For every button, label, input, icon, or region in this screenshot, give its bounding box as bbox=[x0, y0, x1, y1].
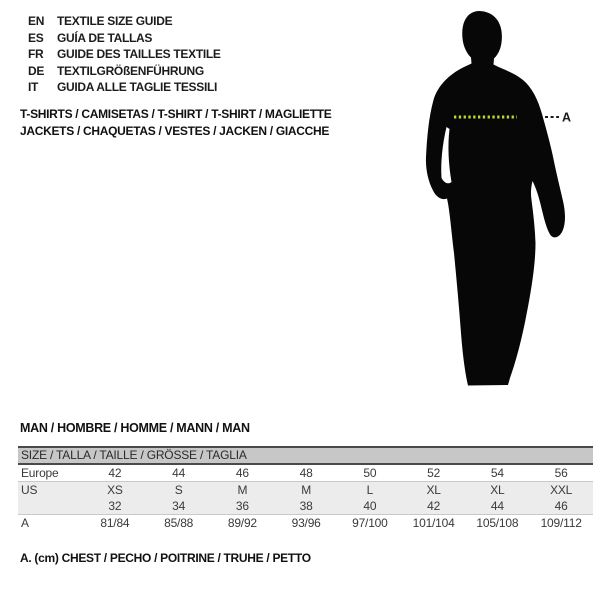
row-label: US bbox=[21, 483, 38, 497]
size-value: 38 bbox=[299, 499, 313, 513]
lang-label: TEXTILE SIZE GUIDE bbox=[57, 14, 173, 28]
size-value: 105/108 bbox=[476, 516, 519, 530]
size-value: 85/88 bbox=[164, 516, 194, 530]
size-value: 50 bbox=[363, 466, 377, 480]
size-value: 81/84 bbox=[100, 516, 130, 530]
size-value: 89/92 bbox=[227, 516, 257, 530]
size-value: XL bbox=[490, 483, 505, 497]
table-row-chest-a bbox=[18, 515, 593, 531]
size-value: 48 bbox=[299, 466, 313, 480]
size-value: L bbox=[366, 483, 374, 497]
lang-code: IT bbox=[28, 80, 39, 95]
table-shaded-band bbox=[18, 482, 593, 514]
size-value: 32 bbox=[108, 499, 122, 513]
row-label: A bbox=[21, 516, 29, 530]
size-value: 44 bbox=[490, 499, 504, 513]
size-value: 36 bbox=[235, 499, 249, 513]
size-value: 44 bbox=[172, 466, 186, 480]
size-value: 109/112 bbox=[540, 516, 582, 530]
size-value: 40 bbox=[363, 499, 377, 513]
size-value: 97/100 bbox=[352, 516, 388, 530]
size-value: 56 bbox=[554, 466, 568, 480]
size-value: M bbox=[237, 483, 248, 497]
size-value: 42 bbox=[427, 499, 441, 513]
size-value: S bbox=[174, 483, 183, 497]
man-silhouette bbox=[426, 11, 565, 386]
table-row-us bbox=[18, 482, 593, 498]
lang-code: FR bbox=[28, 47, 44, 62]
product-line-jackets: JACKETS / CHAQUETAS / VESTES / JACKEN / GIACCHE bbox=[20, 124, 330, 138]
size-value: XL bbox=[426, 483, 441, 497]
table-row-europe bbox=[18, 465, 593, 481]
size-value: 52 bbox=[427, 466, 441, 480]
lang-label: TEXTILGRÖßENFÜHRUNG bbox=[57, 63, 204, 78]
lang-label: GUIDA ALLE TAGLIE TESSILI bbox=[57, 80, 218, 95]
size-value: 42 bbox=[108, 466, 122, 480]
row-label bbox=[18, 498, 83, 514]
lang-code: EN bbox=[28, 14, 45, 28]
table-row-numeric bbox=[18, 498, 593, 514]
size-value: XXL bbox=[550, 483, 573, 497]
section-title-man: MAN / HOMBRE / HOMME / MANN / MAN bbox=[20, 421, 250, 435]
size-table bbox=[18, 446, 593, 531]
measure-label-a: A bbox=[562, 110, 572, 125]
size-value: 54 bbox=[490, 466, 504, 480]
row-label: Europe bbox=[21, 466, 59, 480]
size-value: 93/96 bbox=[291, 516, 321, 530]
size-value: XS bbox=[107, 483, 123, 497]
table-header: SIZE / TALLA / TAILLE / GRÖSSE / TAGLIA bbox=[18, 448, 593, 463]
size-value: 46 bbox=[235, 466, 249, 480]
lang-code: ES bbox=[28, 30, 44, 45]
size-value: 101/104 bbox=[412, 516, 455, 530]
product-line-tshirts: T-SHIRTS / CAMISETAS / T-SHIRT / T-SHIRT / MAGLIETTE bbox=[20, 107, 332, 121]
chest-footnote: A. (cm) CHEST / PECHO / POITRINE / TRUHE / PETTO bbox=[20, 551, 311, 565]
size-value: M bbox=[301, 483, 312, 497]
lang-label: GUÍA DE TALLAS bbox=[57, 30, 153, 45]
size-value: 34 bbox=[172, 499, 186, 513]
lang-code: DE bbox=[28, 63, 45, 78]
size-value: 46 bbox=[554, 499, 568, 513]
lang-label: GUIDE DES TAILLES TEXTILE bbox=[57, 47, 221, 62]
